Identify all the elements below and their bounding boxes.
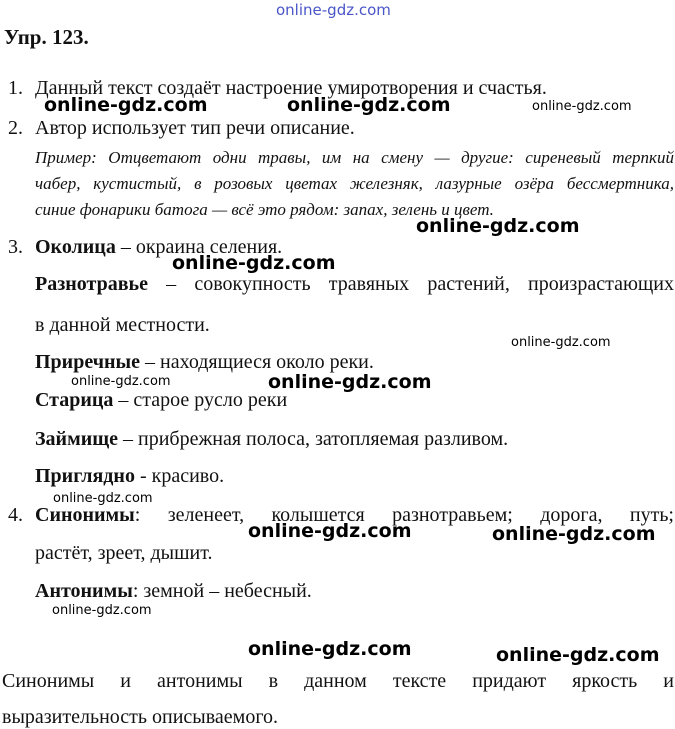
term: Приречные [35,351,140,373]
synonyms-term: Синонимы [35,504,135,526]
definition: окраина селения. [135,236,283,258]
synonyms-continuation: растёт, зреет, дышит. [35,542,213,564]
term: Приглядно [35,465,135,487]
term: Разнотравье [35,273,148,295]
colon: : [134,504,141,526]
watermark: online-gdz.com [53,491,153,506]
separator: – [140,351,160,373]
definition-zaimishche [35,427,508,451]
item-text: Данный текст создаёт настроение умиротворения и счастья. [35,77,547,99]
term: Старица [35,389,114,411]
separator: - [134,465,152,487]
definition-raznotravie [35,272,674,296]
synonyms-text: зеленеет, колышется разнотравьем; дорога, путь; [167,504,674,526]
watermark: online-gdz.com [248,638,412,660]
watermark: online-gdz.com [52,603,152,618]
colon: : [132,580,139,602]
watermark: online-gdz.com [511,335,611,350]
item-text: Автор использует тип речи описание. [35,117,355,139]
item-number: 2. [8,117,23,139]
term: Займище [35,428,118,450]
watermark: online-gdz.com [268,371,432,393]
item-number: 4. [8,504,23,526]
watermark: online-gdz.com [287,94,451,116]
definition-continuation: в данной местности. [35,314,210,336]
watermark: online-gdz.com [416,215,580,237]
antonyms-term: Антонимы [35,580,133,602]
watermark: online-gdz.com [532,99,632,114]
item-number: 1. [8,77,23,99]
watermark: online-gdz.com [248,520,412,542]
definition: находящиеся около реки. [160,351,374,373]
separator: – [113,389,134,411]
watermark: online-gdz.com [492,523,656,545]
separator: – [115,236,136,258]
watermark: online-gdz.com [71,374,171,389]
antonyms-line [35,579,312,603]
example-line: чабер, кустистый, в розовых цветах железняк, лазурные озёра бессмертника, [35,174,674,193]
definition: совокупность травяных растений, произрастающих [194,273,674,295]
header-watermark: online-gdz.com [276,1,391,19]
definition: красиво. [151,465,225,487]
example-line: Пример: Отцветают одни травы, им на смену — другие: сиреневый терпкий [35,148,674,167]
definition: прибрежная полоса, затопляемая разливом. [138,428,509,450]
example-line: синие фонарики батога — всё это рядом: запах, зелень и цвет. [35,200,494,219]
conclusion-line: Синонимы и антонимы в данном тексте придают яркость и [2,670,674,692]
separator: – [147,273,195,295]
antonyms-text: земной – небесный. [143,580,312,602]
watermark: online-gdz.com [44,94,208,116]
watermark: online-gdz.com [172,252,336,274]
definition-prigladno [35,464,224,488]
exercise-title: Упр. 123. [4,25,89,49]
definition-staritsa [35,388,287,412]
separator: – [118,428,138,450]
watermark: online-gdz.com [496,644,660,666]
term: Околица [35,236,116,258]
item-number: 3. [8,236,23,258]
definition: старое русло реки [133,389,288,411]
conclusion-line: выразительность описываемого. [2,706,279,728]
